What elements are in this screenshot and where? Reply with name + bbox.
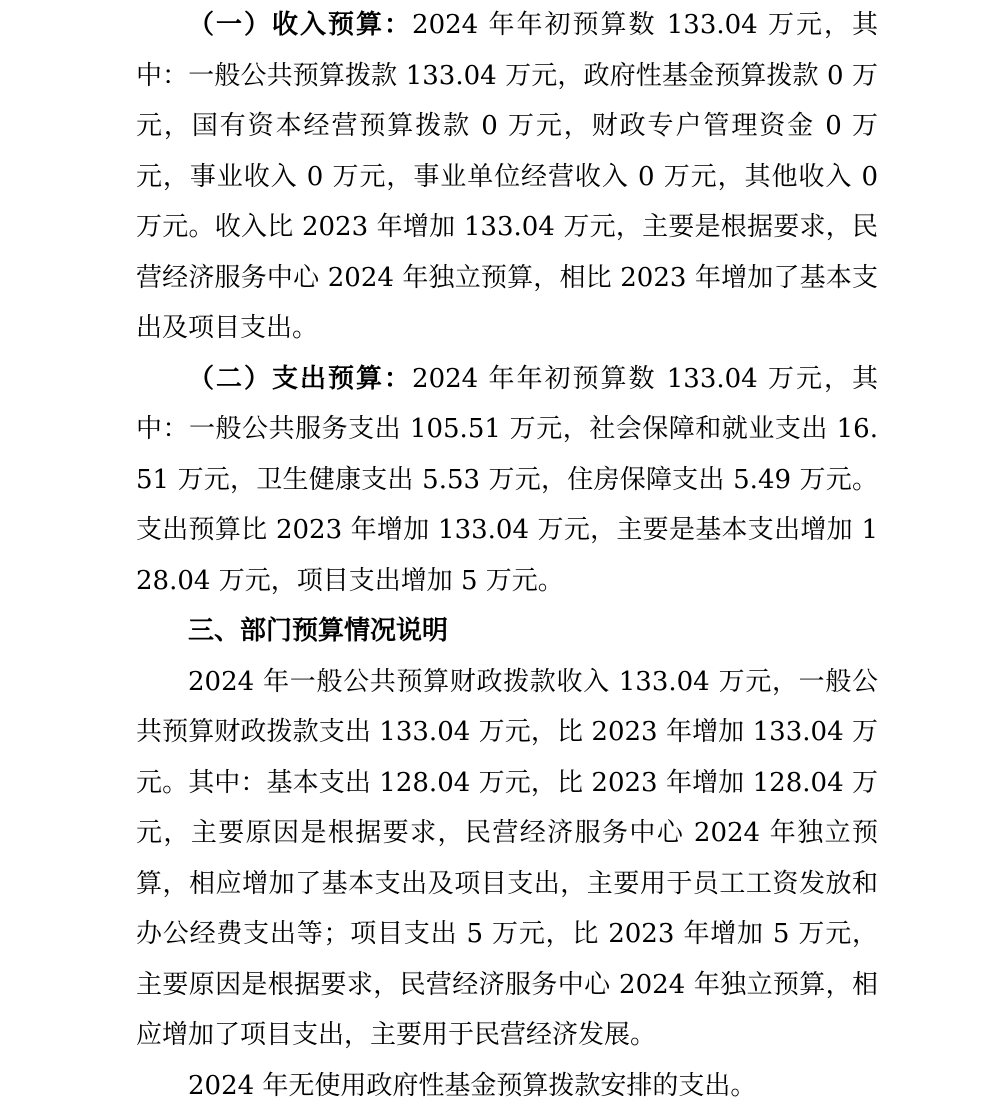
section-heading: 三、部门预算情况说明 (136, 606, 878, 657)
expense-budget-text: 2024 年年初预算数 133.04 万元，其中：一般公共服务支出 105.51 万元，社会保障和就业支出 16.51 万元，卫生健康支出 5.53 万元，住房保障支出 5.49 万元。支出预算比 2023 年增加 133.04 万元，主要是基本支出增加 128.04 万元，项目支出增加 5 万元。 (136, 364, 878, 596)
body-paragraph-2: 2024 年无使用政府性基金预算拨款安排的支出。 (136, 1061, 878, 1111)
document-page (136, 0, 878, 1111)
expense-budget-paragraph (136, 354, 878, 607)
income-budget-lead: （一）收入预算： (188, 10, 412, 40)
income-budget-paragraph (136, 0, 878, 354)
expense-budget-lead: （二）支出预算： (188, 364, 412, 394)
body-paragraph-1: 2024 年一般公共预算财政拨款收入 133.04 万元，一般公共预算财政拨款支出 133.04 万元，比 2023 年增加 133.04 万元。其中：基本支出 128.04 万元，比 2023 年增加 128.04 万元，主要原因是根据要求，民营经济服务中心 2024 年独立预算，相应增加了基本支出及项目支出，主要用于员工工资发放和办公经费支出等；项目支出 5 万元，比 2023 年增加 5 万元，主要原因是根据要求，民营经济服务中心 2024 年独立预算，相应增加了项目支出，主要用于民营经济发展。 (136, 657, 878, 1061)
income-budget-text: 2024 年年初预算数 133.04 万元，其中：一般公共预算拨款 133.04 万元，政府性基金预算拨款 0 万元，国有资本经营预算拨款 0 万元，财政专户管理资金 0 万元，事业收入 0 万元，事业单位经营收入 0 万元，其他收入 0 万元。收入比 2023 年增加 133.04 万元，主要是根据要求，民营经济服务中心 2024 年独立预算，相比 2023 年增加了基本支出及项目支出。 (136, 10, 878, 343)
